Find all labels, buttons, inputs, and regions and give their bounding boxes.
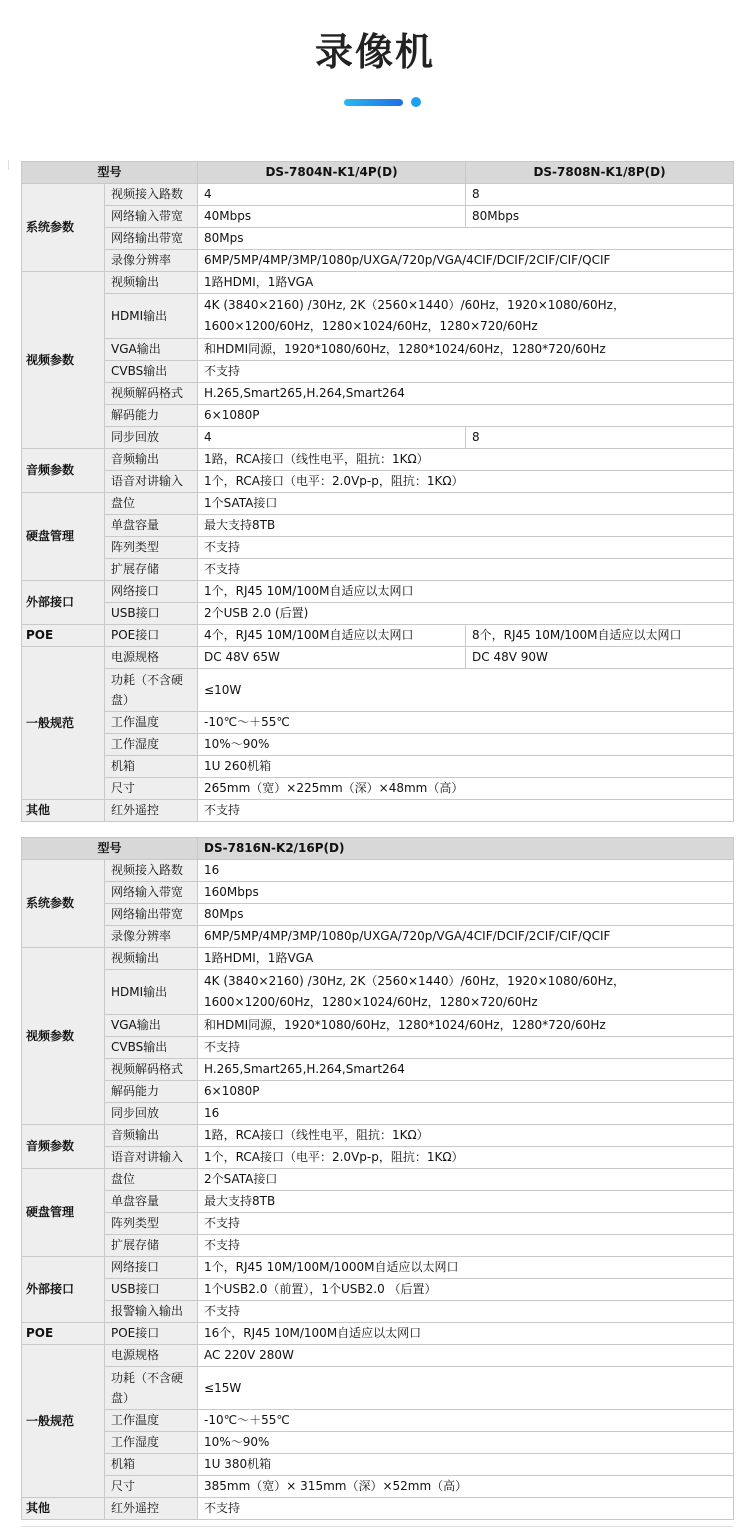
param-value: 8 xyxy=(466,184,734,206)
spec-table-2 xyxy=(21,837,734,1520)
table-row xyxy=(22,1257,734,1279)
table-row xyxy=(22,1301,734,1323)
param-value: -10℃～＋55℃ xyxy=(198,712,734,734)
table-row xyxy=(22,581,734,603)
param-value: 不支持 xyxy=(198,361,734,383)
table-row xyxy=(22,294,734,339)
param-label: CVBS输出 xyxy=(105,361,198,383)
table-row xyxy=(22,800,734,822)
param-value: 不支持 xyxy=(198,1213,734,1235)
param-value: 10%～90% xyxy=(198,1432,734,1454)
param-label: 功耗（不含硬盘） xyxy=(105,1367,198,1410)
table-row xyxy=(22,756,734,778)
table-row xyxy=(22,1147,734,1169)
param-label: HDMI输出 xyxy=(105,294,198,339)
group-label: 音频参数 xyxy=(22,1125,105,1169)
table-row xyxy=(22,493,734,515)
param-label: 工作温度 xyxy=(105,712,198,734)
param-value: 4K (3840×2160) /30Hz, 2K（2560×1440）/60Hz，1920×1080/60Hz，1600×1200/60Hz，1280×1024/60Hz，1280×720/60Hz xyxy=(198,970,734,1015)
table-row xyxy=(22,882,734,904)
param-value: 80Mps xyxy=(198,228,734,250)
group-label: 外部接口 xyxy=(22,581,105,625)
param-value: 8个，RJ45 10M/100M自适应以太网口 xyxy=(466,625,734,647)
param-label: 视频解码格式 xyxy=(105,1059,198,1081)
table-row xyxy=(22,778,734,800)
table-row xyxy=(22,228,734,250)
param-label: 阵列类型 xyxy=(105,1213,198,1235)
param-label: 扩展存储 xyxy=(105,1235,198,1257)
param-value: 1U 380机箱 xyxy=(198,1454,734,1476)
param-label: 视频输出 xyxy=(105,948,198,970)
table-row xyxy=(22,250,734,272)
param-value: 6MP/5MP/4MP/3MP/1080p/UXGA/720p/VGA/4CIF/DCIF/2CIF/CIF/QCIF xyxy=(198,926,734,948)
table-row xyxy=(22,603,734,625)
param-value: 1路HDMI，1路VGA xyxy=(198,272,734,294)
table-row xyxy=(22,427,734,449)
param-label: 同步回放 xyxy=(105,427,198,449)
param-value: 6MP/5MP/4MP/3MP/1080p/UXGA/720p/VGA/4CIF/DCIF/2CIF/CIF/QCIF xyxy=(198,250,734,272)
title-decoration xyxy=(0,97,750,109)
param-value: 6×1080P xyxy=(198,1081,734,1103)
param-value: ≤10W xyxy=(198,669,734,712)
group-label: 视频参数 xyxy=(22,272,105,449)
table-row xyxy=(22,647,734,669)
table-row xyxy=(22,734,734,756)
param-label: 扩展存储 xyxy=(105,559,198,581)
group-label: 一般规范 xyxy=(22,1345,105,1498)
table-row xyxy=(22,184,734,206)
param-label: VGA输出 xyxy=(105,339,198,361)
table-row xyxy=(22,669,734,712)
param-value: 不支持 xyxy=(198,800,734,822)
group-label: 视频参数 xyxy=(22,948,105,1125)
param-value: 和HDMI同源，1920*1080/60Hz，1280*1024/60Hz，1280*720/60Hz xyxy=(198,1015,734,1037)
param-label: 解码能力 xyxy=(105,1081,198,1103)
param-label: 视频接入路数 xyxy=(105,184,198,206)
param-label: 工作湿度 xyxy=(105,734,198,756)
param-value: 1个，RCA接口（电平：2.0Vp-p，阻抗：1KΩ） xyxy=(198,1147,734,1169)
table-header-row xyxy=(22,162,734,184)
param-value: 4 xyxy=(198,184,466,206)
param-value: 10%～90% xyxy=(198,734,734,756)
table-row xyxy=(22,1103,734,1125)
table-row xyxy=(22,383,734,405)
param-value: 不支持 xyxy=(198,1037,734,1059)
group-label: 硬盘管理 xyxy=(22,493,105,581)
table-row xyxy=(22,339,734,361)
table-row xyxy=(22,449,734,471)
param-value: 1个，RCA接口（电平：2.0Vp-p，阻抗：1KΩ） xyxy=(198,471,734,493)
table-row xyxy=(22,1476,734,1498)
param-label: 网络输入带宽 xyxy=(105,882,198,904)
param-value: 40Mbps xyxy=(198,206,466,228)
param-label: 视频输出 xyxy=(105,272,198,294)
param-label: 机箱 xyxy=(105,1454,198,1476)
page-title: 录像机 xyxy=(314,30,435,74)
param-value: 2个USB 2.0 (后置) xyxy=(198,603,734,625)
table-row xyxy=(22,1125,734,1147)
param-label: 录像分辨率 xyxy=(105,250,198,272)
param-label: CVBS输出 xyxy=(105,1037,198,1059)
param-value: H.265,Smart265,H.264,Smart264 xyxy=(198,383,734,405)
table-row xyxy=(22,1169,734,1191)
table-row xyxy=(22,1345,734,1367)
param-label: 网络接口 xyxy=(105,1257,198,1279)
param-label: 电源规格 xyxy=(105,647,198,669)
param-value: ≤15W xyxy=(198,1367,734,1410)
param-label: 网络输出带宽 xyxy=(105,904,198,926)
table-row xyxy=(22,1213,734,1235)
param-value: DC 48V 90W xyxy=(466,647,734,669)
table-row xyxy=(22,1323,734,1345)
param-value: 2个SATA接口 xyxy=(198,1169,734,1191)
param-label: POE接口 xyxy=(105,1323,198,1345)
param-value: 265mm（宽）×225mm（深）×48mm（高） xyxy=(198,778,734,800)
param-value: 1个，RJ45 10M/100M自适应以太网口 xyxy=(198,581,734,603)
param-value: -10℃～＋55℃ xyxy=(198,1410,734,1432)
param-label: 解码能力 xyxy=(105,405,198,427)
param-label: 阵列类型 xyxy=(105,537,198,559)
param-label: 功耗（不含硬盘） xyxy=(105,669,198,712)
group-label: POE xyxy=(22,625,105,647)
table-row xyxy=(22,471,734,493)
table-row xyxy=(22,272,734,294)
param-label: 语音对讲输入 xyxy=(105,471,198,493)
param-value: 160Mbps xyxy=(198,882,734,904)
table-row xyxy=(22,405,734,427)
param-label: 尺寸 xyxy=(105,778,198,800)
param-label: 视频接入路数 xyxy=(105,860,198,882)
param-label: USB接口 xyxy=(105,1279,198,1301)
table-row xyxy=(22,948,734,970)
group-label: 硬盘管理 xyxy=(22,1169,105,1257)
param-value: 1路HDMI，1路VGA xyxy=(198,948,734,970)
param-value: 16个，RJ45 10M/100M自适应以太网口 xyxy=(198,1323,734,1345)
table-row xyxy=(22,712,734,734)
param-label: 网络接口 xyxy=(105,581,198,603)
param-label: 红外遥控 xyxy=(105,1498,198,1520)
param-label: 电源规格 xyxy=(105,1345,198,1367)
param-value: 不支持 xyxy=(198,537,734,559)
model-label: 型号 xyxy=(22,838,198,860)
group-label: 音频参数 xyxy=(22,449,105,493)
table-row xyxy=(22,1059,734,1081)
group-label: 系统参数 xyxy=(22,860,105,948)
spec-table-1 xyxy=(21,161,734,822)
param-value: 最大支持8TB xyxy=(198,515,734,537)
param-label: 报警输入输出 xyxy=(105,1301,198,1323)
table-header-row xyxy=(22,838,734,860)
table-row xyxy=(22,926,734,948)
param-label: 尺寸 xyxy=(105,1476,198,1498)
title-underline-dot xyxy=(411,97,421,107)
param-value: 16 xyxy=(198,860,734,882)
edge-divider xyxy=(8,160,9,170)
param-label: 单盘容量 xyxy=(105,1191,198,1213)
param-value: 1个SATA接口 xyxy=(198,493,734,515)
title-underline-bar xyxy=(344,99,403,106)
table-row xyxy=(22,904,734,926)
group-label: 一般规范 xyxy=(22,647,105,800)
param-value: 最大支持8TB xyxy=(198,1191,734,1213)
group-label: 外部接口 xyxy=(22,1257,105,1323)
param-label: POE接口 xyxy=(105,625,198,647)
table-row xyxy=(22,1235,734,1257)
param-label: HDMI输出 xyxy=(105,970,198,1015)
param-value: 4 xyxy=(198,427,466,449)
param-value: 385mm（宽）× 315mm（深）×52mm（高） xyxy=(198,1476,734,1498)
param-label: 机箱 xyxy=(105,756,198,778)
param-value: 1路，RCA接口（线性电平，阻抗：1KΩ） xyxy=(198,1125,734,1147)
model-label: 型号 xyxy=(22,162,198,184)
param-value: 1路，RCA接口（线性电平，阻抗：1KΩ） xyxy=(198,449,734,471)
param-value: 8 xyxy=(466,427,734,449)
model-name: DS-7804N-K1/4P(D) xyxy=(198,162,466,184)
param-label: 录像分辨率 xyxy=(105,926,198,948)
group-label: 系统参数 xyxy=(22,184,105,272)
table-row xyxy=(22,625,734,647)
model-name: DS-7808N-K1/8P(D) xyxy=(466,162,734,184)
param-label: 音频输出 xyxy=(105,1125,198,1147)
param-label: 盘位 xyxy=(105,493,198,515)
table-row xyxy=(22,515,734,537)
param-value: 16 xyxy=(198,1103,734,1125)
bottom-divider xyxy=(21,1526,733,1527)
table-row xyxy=(22,1037,734,1059)
param-value: 不支持 xyxy=(198,559,734,581)
param-value: 6×1080P xyxy=(198,405,734,427)
table-row xyxy=(22,860,734,882)
param-label: 语音对讲输入 xyxy=(105,1147,198,1169)
param-value: DC 48V 65W xyxy=(198,647,466,669)
table-row xyxy=(22,1454,734,1476)
param-value: 4K (3840×2160) /30Hz, 2K（2560×1440）/60Hz，1920×1080/60Hz，1600×1200/60Hz，1280×1024/60Hz，1280×720/60Hz xyxy=(198,294,734,339)
table-row xyxy=(22,1279,734,1301)
param-label: 同步回放 xyxy=(105,1103,198,1125)
param-value: 不支持 xyxy=(198,1301,734,1323)
model-name: DS-7816N-K2/16P(D) xyxy=(198,838,734,860)
param-value: 4个，RJ45 10M/100M自适应以太网口 xyxy=(198,625,466,647)
table-row xyxy=(22,970,734,1015)
table-row xyxy=(22,1081,734,1103)
table-row xyxy=(22,1432,734,1454)
param-value: 和HDMI同源，1920*1080/60Hz，1280*1024/60Hz，1280*720/60Hz xyxy=(198,339,734,361)
param-label: 工作湿度 xyxy=(105,1432,198,1454)
param-label: 红外遥控 xyxy=(105,800,198,822)
table-row xyxy=(22,1367,734,1410)
table-row xyxy=(22,206,734,228)
table-row xyxy=(22,1191,734,1213)
param-value: 80Mps xyxy=(198,904,734,926)
param-value: 不支持 xyxy=(198,1498,734,1520)
param-value: AC 220V 280W xyxy=(198,1345,734,1367)
table-row xyxy=(22,361,734,383)
param-label: 网络输出带宽 xyxy=(105,228,198,250)
param-value: 1U 260机箱 xyxy=(198,756,734,778)
param-label: 网络输入带宽 xyxy=(105,206,198,228)
param-label: 视频解码格式 xyxy=(105,383,198,405)
group-label: 其他 xyxy=(22,1498,105,1520)
param-value: 1个USB2.0（前置），1个USB2.0 （后置） xyxy=(198,1279,734,1301)
param-label: 盘位 xyxy=(105,1169,198,1191)
table-row xyxy=(22,537,734,559)
param-label: 音频输出 xyxy=(105,449,198,471)
param-label: VGA输出 xyxy=(105,1015,198,1037)
table-row xyxy=(22,1015,734,1037)
table-row xyxy=(22,1410,734,1432)
param-label: 单盘容量 xyxy=(105,515,198,537)
param-value: 1个，RJ45 10M/100M/1000M自适应以太网口 xyxy=(198,1257,734,1279)
param-label: 工作温度 xyxy=(105,1410,198,1432)
table-row xyxy=(22,559,734,581)
param-value: H.265,Smart265,H.264,Smart264 xyxy=(198,1059,734,1081)
param-label: USB接口 xyxy=(105,603,198,625)
group-label: 其他 xyxy=(22,800,105,822)
param-value: 80Mbps xyxy=(466,206,734,228)
param-value: 不支持 xyxy=(198,1235,734,1257)
group-label: POE xyxy=(22,1323,105,1345)
table-row xyxy=(22,1498,734,1520)
